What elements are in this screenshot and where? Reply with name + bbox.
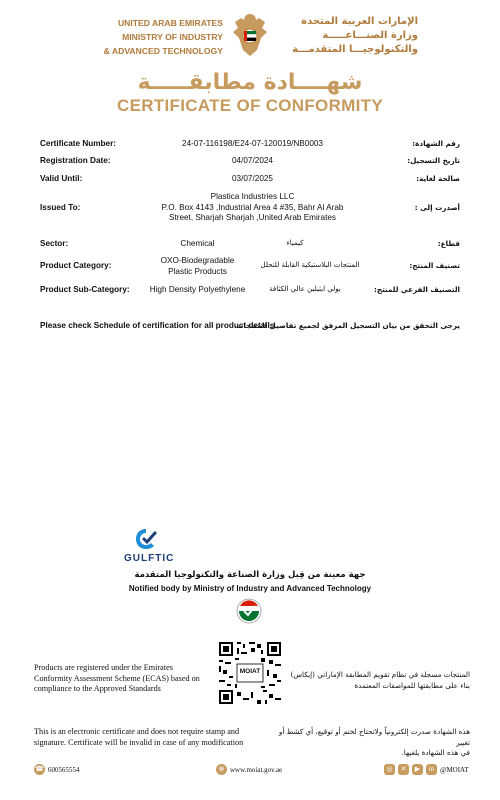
electronic-note-en: This is an electronic certificate and does not require stamp and signature. Certificate will be invalid in case of any modification: [34, 727, 244, 747]
uae-emblem-icon: [229, 12, 271, 58]
phone-icon: ☎: [35, 765, 44, 773]
registration-date-value: 04/07/2024: [232, 156, 273, 165]
product-sub-category-label-ar: التصنيف الفرعي للمنتج:: [374, 285, 460, 294]
product-sub-category-label: Product Sub-Category:: [40, 285, 130, 294]
footer-phone[interactable]: ☎ 600565554: [35, 765, 80, 774]
product-category-label: Product Category:: [40, 261, 112, 270]
valid-until-value: 03/07/2025: [232, 174, 273, 183]
linkedin-icon: in: [426, 764, 437, 775]
valid-until-label-ar: صالحة لغاية:: [416, 174, 460, 183]
product-category-label-ar: تصنيف المنتج:: [409, 261, 460, 270]
issued-to-label: Issued To:: [40, 203, 81, 212]
footer: [16, 760, 484, 780]
registration-date-label: Registration Date:: [40, 156, 111, 165]
schedule-note-en: Please check Schedule of certification for all product details: [40, 321, 275, 330]
valid-until-label: Valid Until:: [40, 174, 83, 183]
gulftic-name: GULFTIC: [124, 553, 175, 564]
electronic-note-ar: هذه الشهادة صدرت إلكترونياً ولاتحتاج لختم أو توقيع، أي كشط أو تغيير في هذه الشهادة يلغيها.: [278, 727, 470, 757]
ministry-name-ar: الإمارات العربية المتحدة وزارة الصنـــاعـــــة والتكنولوجيـــا المتقدمـــة: [292, 16, 418, 55]
issued-to-value: Plastica Industries LLC P.O. Box 4143 ,Industrial Area 4 #35, Bahr Al Arab Street, Sharjah Sharjah ,United Arab Emirates: [161, 192, 344, 222]
certificate-number-value: 24-07-116198/E24-07-120019/NB0003: [182, 139, 323, 148]
certificate-number-label: Certificate Number:: [40, 139, 116, 148]
notified-body-en: Notified body by Ministry of Industry and Advanced Technology: [128, 584, 372, 593]
product-category-value: OXO-Biodegradable Plastic Products: [160, 256, 235, 276]
footer-social[interactable]: ◎ ✕ ▶ in @MOIAT: [384, 764, 469, 775]
sector-label-ar: قطاع:: [437, 239, 460, 248]
twitter-icon: ✕: [398, 764, 409, 775]
emirates-conformity-mark-icon: [236, 598, 262, 624]
youtube-icon: ▶: [412, 764, 423, 775]
title-ar: شهــــادة مطابقـــــة: [137, 70, 363, 95]
product-category-value-ar: المنتجات البلاستيكية القابلة للتحلل: [260, 261, 360, 269]
title-en: CERTIFICATE OF CONFORMITY: [117, 96, 383, 115]
ecas-note-ar: المنتجات مسجلة في نظام تقويم المطابقة الإماراتي (إيكاس) بناء على مطابقتها للمواصفات المعتمدة: [290, 670, 470, 690]
product-sub-category-value-ar: بولي ايثيلين عالي الكثافة: [269, 285, 341, 293]
footer-website[interactable]: ⊕ www.moiat.gov.ae: [216, 764, 282, 775]
ecas-note-en: Products are registered under the Emirates Conformity Assessment Scheme (ECAS) based on compliance to the Approved Standards: [34, 663, 200, 693]
instagram-icon: ◎: [384, 764, 395, 775]
sector-value-ar: كيمياء: [286, 239, 304, 247]
sector-label: Sector:: [40, 239, 69, 248]
gulftic-logo-icon: [134, 527, 158, 553]
product-sub-category-value: High Density Polyethylene: [149, 285, 246, 294]
globe-icon: ⊕: [216, 764, 227, 775]
ministry-name-en: UNITED ARAB EMIRATES MINISTRY OF INDUSTRY & ADVANCED TECHNOLOGY: [103, 18, 223, 56]
verification-qr-code[interactable]: [217, 640, 283, 706]
certificate-number-label-ar: رقم الشهادة:: [412, 139, 460, 148]
schedule-note-ar: يرجى التحقق من بيان التسجيل المرفق لجميع تفاصيل المنتجات: [236, 321, 460, 330]
issued-to-label-ar: أصدرت إلى :: [414, 203, 460, 212]
notified-body-ar: جهة معينة من قِبل وزارة الصناعة والتكنولوجيا المتقدمة: [134, 570, 366, 580]
ministry-header: [0, 12, 500, 62]
sector-value: Chemical: [180, 239, 215, 248]
qr-label: MOIAT: [239, 668, 261, 675]
registration-date-label-ar: تاريخ التسجيل:: [407, 156, 460, 165]
